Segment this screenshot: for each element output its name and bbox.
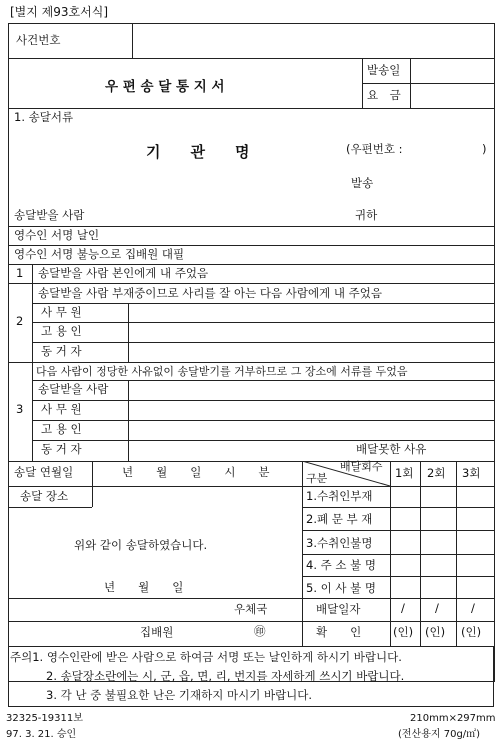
sent-label: 발송 [351, 176, 374, 190]
item-2-cohabitant: 동 거 자 [41, 344, 82, 358]
failure-reason-label: 배달못한 사유 [356, 442, 427, 456]
reason-3: 3.수취인불명 [306, 536, 373, 550]
note-1: 주의1. 영수인란에 받은 사람으로 하여금 서명 또는 날인하게 하시기 바랍니다. [10, 650, 402, 664]
document-label: 1. 송달서류 [14, 110, 74, 124]
recipient-label: 송달받을 사람 [14, 208, 85, 222]
division-label: 구분 [306, 472, 328, 485]
item-3-employee: 고 용 인 [41, 422, 82, 436]
date-line: 년 월 일 [104, 580, 184, 594]
sign-label: 영수인 서명 날인 [14, 228, 100, 242]
reason-4: 4. 주 소 불 명 [306, 558, 377, 572]
round-3-header: 3회 [462, 466, 481, 480]
item-1-text: 송달받을 사람 본인에게 내 주었음 [38, 266, 209, 280]
item-3-text: 다음 사람이 정당한 사유없이 송달받기를 거부하므로 그 장소에 서류를 두었음 [36, 365, 408, 378]
item-number-1: 1 [16, 266, 24, 280]
delivery-date-label: 배달일자 [316, 602, 361, 616]
reason-1: 1.수취인부재 [306, 489, 373, 503]
item-number-3: 3 [16, 402, 24, 416]
item-3-cohabitant: 동 거 자 [41, 442, 82, 456]
refuse-label: 영수인 서명 불능으로 집배원 대필 [14, 247, 185, 261]
footer-paper: (전산용지 70g/㎡) [398, 729, 481, 740]
item-3-recipient: 송달받을 사람 [38, 382, 109, 396]
place-label: 송달 장소 [20, 489, 69, 503]
form-title: 우 편 송 달 통 지 서 [105, 79, 225, 95]
footer-code: 32325-19311보 [6, 713, 83, 724]
fee-label: 요 금 [367, 88, 401, 102]
item-2-employee: 고 용 인 [41, 324, 82, 338]
confirm-stamp-2: (인) [425, 625, 446, 639]
datetime-units: 년 월 일 시 분 [122, 465, 270, 479]
honorific: 귀하 [355, 208, 378, 222]
delivery-date-slash-2: / [435, 601, 439, 615]
item-2-text: 송달받을 사람 부재중이므로 사리를 잘 아는 다음 사람에게 내 주었음 [38, 286, 382, 300]
note-2: 2. 송달장소란에는 시, 군, 읍, 면, 리, 번지를 자세하게 쓰시기 바랍니다. [46, 669, 405, 683]
confirm-stamp-3: (인) [461, 625, 482, 639]
seal-mark: ㊞ [254, 624, 266, 638]
delivery-date-slash-1: / [401, 601, 405, 615]
zip-close: ) [482, 142, 487, 156]
round-1-header: 1회 [395, 466, 414, 480]
declaration: 위와 같이 송달하였습니다. [74, 538, 208, 552]
send-date-label: 발송일 [367, 63, 401, 77]
item-2-office: 사 무 원 [41, 305, 82, 319]
zip-open: (우편번호 : [346, 142, 403, 156]
delivery-date-slash-3: / [471, 601, 475, 615]
carrier-label: 집배원 [140, 625, 174, 639]
case-number-label: 사건번호 [16, 33, 61, 47]
item-3-office: 사 무 원 [41, 402, 82, 416]
count-label: 배달회수 [340, 460, 383, 473]
post-office-label: 우체국 [234, 602, 268, 616]
item-number-2: 2 [16, 314, 24, 328]
note-3: 3. 각 난 중 불필요한 난은 기재하지 마시기 바랍니다. [46, 688, 313, 702]
confirm-stamp-1: (인) [393, 625, 414, 639]
delivery-datetime-label: 송달 연월일 [14, 465, 74, 479]
form-tag: [별지 제93호서식] [10, 5, 108, 19]
footer-approved: 97. 3. 21. 승인 [6, 729, 77, 740]
confirm-label: 확 인 [316, 625, 362, 639]
footer-size: 210mm×297mm [410, 713, 496, 724]
reason-2: 2.폐 문 부 재 [306, 512, 373, 526]
round-2-header: 2회 [427, 466, 446, 480]
reason-5: 5. 이 사 불 명 [306, 581, 377, 595]
agency-name: 기 관 명 [146, 143, 250, 161]
